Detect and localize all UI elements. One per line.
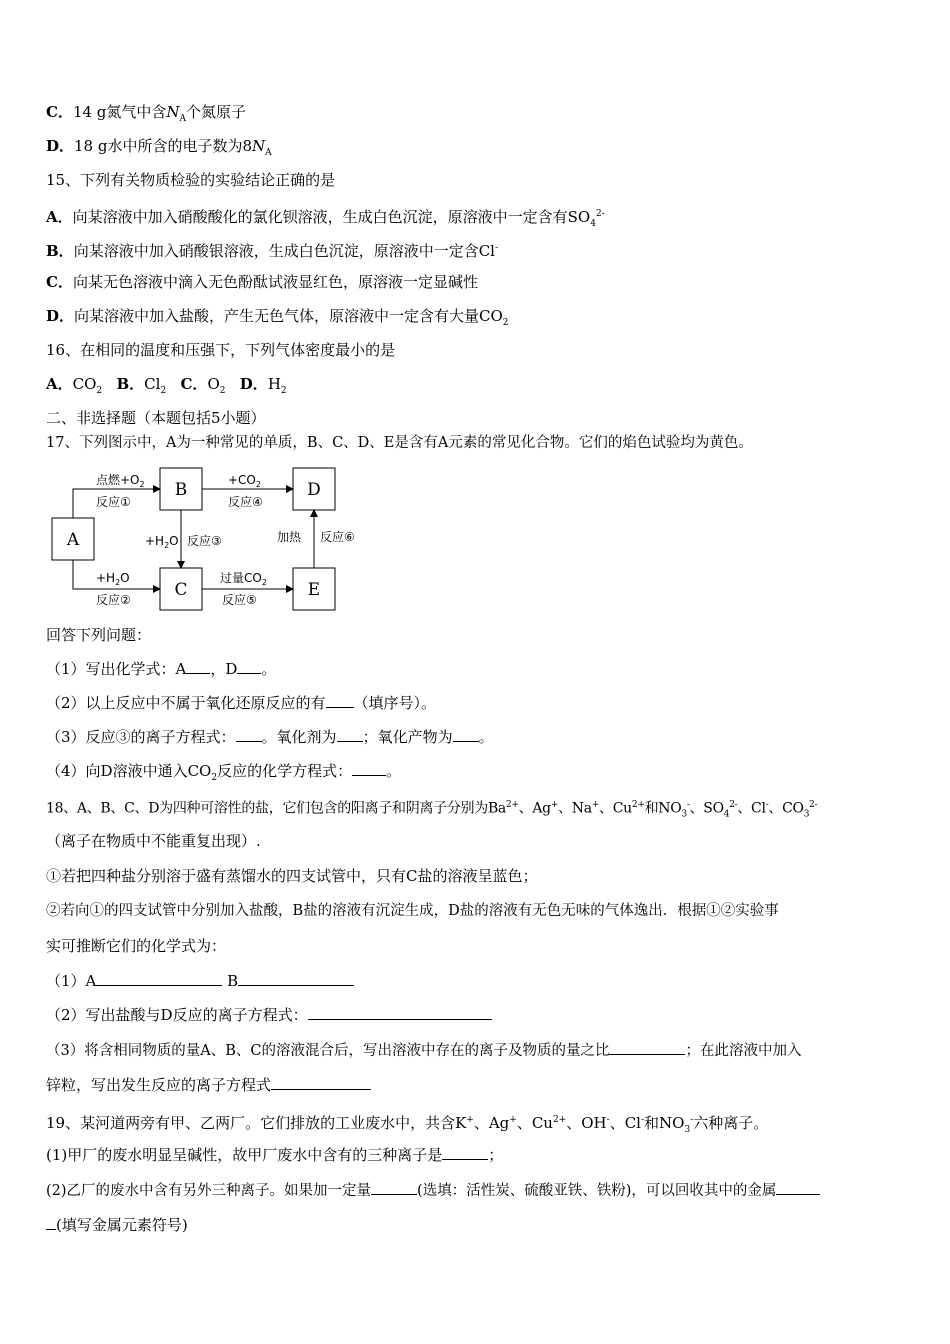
q14-d-text: 18 g水中所含的电子数为8	[74, 137, 253, 155]
q16-a-label: A．	[46, 375, 73, 393]
q19-oh: 、OH	[566, 1114, 607, 1132]
q15-b-sup: -	[494, 243, 499, 253]
q14-d-na-sub: A	[265, 148, 272, 158]
q19-p1-b: ；	[488, 1146, 504, 1164]
q14-option-c	[46, 102, 246, 129]
q18-p1-a: （1）A	[46, 972, 97, 990]
q15-a-sub: 4	[590, 219, 596, 229]
q18-co3-sub: 3	[803, 809, 810, 820]
node-a: A	[66, 530, 80, 550]
q15-c-text: 向某无色溶液中滴入无色酚酞试液显红色，原溶液一定显碱性	[72, 273, 478, 291]
q17-p2-blank[interactable]	[326, 693, 354, 708]
q19-ag: 、Ag	[473, 1114, 510, 1132]
q18-so4-sub: 4	[723, 809, 730, 820]
q19-oh-sup: -	[606, 1115, 610, 1125]
r3-condition: $+H_2O$	[145, 534, 179, 550]
q17-p1-blank-d[interactable]	[237, 659, 261, 674]
q15-b-text: 向某溶液中加入硝酸银溶液，生成白色沉淀，原溶液中一定含Cl	[73, 242, 495, 260]
section-heading: 二、非选择题（本题包括5小题）	[46, 409, 266, 427]
q15-option-c	[46, 272, 478, 292]
q19-p1-blank[interactable]	[442, 1145, 488, 1160]
q17-p1-blank-a[interactable]	[186, 659, 210, 674]
q16-b-label: B．	[116, 375, 145, 393]
q15-d-label: D．	[46, 307, 75, 325]
q17-p3-d: 。	[478, 728, 494, 746]
q14-d-na: N	[252, 137, 266, 155]
q16-c-sub: 2	[219, 386, 226, 396]
q19-p2-blank-2[interactable]	[776, 1180, 820, 1195]
q18-co3: 、CO	[768, 800, 804, 817]
q18-cu-sup: 2+	[631, 800, 645, 810]
q15-c-label: C．	[46, 273, 73, 291]
q18-p2: （2）写出盐酸与D反应的离子方程式：	[46, 1006, 308, 1024]
q18-na-sup: +	[591, 800, 600, 810]
q18-p2-blank[interactable]	[308, 1005, 492, 1020]
q18-so4: 、SO	[689, 800, 724, 817]
q18-p3-a: （3）将含相同物质的量A、B、C的溶液混合后，写出溶液中存在的离子及物质的量之比	[46, 1043, 610, 1059]
q18-p3-blank-1[interactable]	[609, 1040, 685, 1055]
q18-p3-b: ；在此溶液中加入	[685, 1043, 802, 1059]
q18-ba-sup: 2+	[505, 800, 519, 810]
q18-ag: 、Ag	[518, 800, 551, 817]
node-b: B	[174, 480, 188, 500]
r4-condition: $+CO_2$	[228, 473, 261, 489]
r2-condition: $+H_2O$	[96, 571, 130, 587]
q17-p1-b: ，D	[210, 660, 238, 678]
q19-part2	[46, 1180, 820, 1201]
q16-options	[46, 374, 287, 401]
q16-d-sub: 2	[280, 386, 287, 396]
q18-stem-b: （离子在物质中不能重复出现）.	[46, 832, 261, 850]
q14-c-text: 14 g氮气中含	[72, 103, 167, 121]
q18-cl-sup: -	[765, 800, 769, 810]
q19-p1-a: (1)甲厂的废水明显呈碱性，故甲厂废水中含有的三种离子是	[46, 1146, 443, 1164]
q17-p2-a: （2）以上反应中不属于氧化还原反应的有	[46, 694, 326, 712]
q19-cl: 、Cl	[609, 1114, 641, 1132]
q16-stem: 16、在相同的温度和压强下，下列气体密度最小的是	[46, 341, 396, 359]
q18-so4-sup: 2-	[729, 800, 738, 810]
q18-stem-a: 18、A、B、C、D为四种可溶性的盐，它们包含的阳离子和阴离子分别为Ba	[46, 800, 506, 817]
q19-k-sup: +	[466, 1115, 474, 1125]
q18-co3-sup: 2-	[809, 800, 818, 810]
q19-p2-b: (选填：活性炭、硫酸亚铁、铁粉)，可以回收其中的金属	[417, 1183, 777, 1199]
q19-ag-sup: +	[509, 1115, 517, 1125]
q19-tail: 六种离子。	[693, 1114, 769, 1132]
q18-part2	[46, 1005, 492, 1025]
q15-option-b	[46, 238, 498, 261]
q19-no3-sub: 3	[684, 1125, 691, 1135]
q16-a: CO	[72, 375, 97, 393]
q18-condition-2b: 实可推断它们的化学式为：	[46, 937, 227, 955]
q18-part3-cont	[46, 1075, 371, 1095]
q19-stem-a: 19、某河道两旁有甲、乙两厂。它们排放的工业废水中，共含K	[46, 1114, 467, 1132]
q18-na: 、Na	[558, 800, 592, 817]
q18-p1-b: B	[227, 972, 239, 990]
q15-b-label: B．	[46, 242, 74, 260]
q18-p1-blank-b[interactable]	[238, 971, 354, 986]
q16-b-sub: 2	[160, 386, 167, 396]
r6-label: 反应⑥	[320, 530, 355, 544]
q15-a-label: A．	[46, 208, 73, 226]
q17-p1-a: （1）写出化学式：A	[46, 660, 187, 678]
q18-part1	[46, 971, 354, 991]
r5-label: 反应⑤	[222, 593, 257, 607]
q18-cl: 、Cl	[737, 800, 766, 817]
q17-p2-b: （填序号）。	[353, 694, 437, 712]
r1-condition: 点燃$+O_2$	[96, 473, 145, 489]
r5-condition: 过量$CO_2$	[220, 571, 267, 587]
q19-p2-blank-1[interactable]	[371, 1180, 417, 1195]
q18-ag-sup: +	[550, 800, 559, 810]
q15-option-a	[46, 204, 605, 234]
q14-c-tail: 个氮原子	[186, 103, 247, 121]
q18-condition-1: ①若把四种盐分别溶于盛有蒸馏水的四支试管中，只有C盐的溶液呈蓝色；	[46, 867, 538, 885]
q17-p3-b: 。氧化剂为	[261, 728, 337, 746]
q15-option-d	[46, 306, 509, 333]
q18-stem	[46, 795, 817, 824]
q19-cu-sup: 2+	[552, 1115, 567, 1125]
q17-p3-blank-3[interactable]	[453, 727, 479, 742]
q18-p3-c: 锌粒，写出发生反应的离子方程式	[46, 1076, 272, 1094]
r6-condition: 加热	[277, 530, 302, 544]
r1-label: 反应①	[96, 495, 131, 509]
node-d: D	[307, 480, 321, 500]
q17-p4-blank[interactable]	[352, 761, 386, 776]
q19-no3: 和NO	[644, 1114, 685, 1132]
q18-no3: 和NO	[644, 800, 682, 817]
q15-d-text: 向某溶液中加入盐酸，产生无色气体，原溶液中一定含有大量CO	[74, 307, 503, 325]
q17-part4	[46, 761, 401, 788]
q17-p4-b: 反应的化学方程式：	[217, 762, 353, 780]
q17-stem: 17、下列图示中，A为一种常见的单质，B、C、D、E是含有A元素的常见化合物。它们的焰色试验均为黄色。	[46, 435, 753, 451]
q14-option-d	[46, 136, 272, 163]
q17-part2	[46, 693, 436, 713]
q19-p2-a: (2)乙厂的废水中含有另外三种离子。如果加一定量	[46, 1183, 372, 1199]
q18-cu: 、Cu	[599, 800, 632, 817]
q19-p2-blank-3[interactable]	[46, 1215, 56, 1230]
q16-c-label: C．	[180, 375, 208, 393]
q17-part3	[46, 727, 494, 747]
q17-p3-blank-2[interactable]	[337, 727, 363, 742]
q18-p1-blank-a[interactable]	[96, 971, 222, 986]
q19-part2-cont	[46, 1215, 188, 1235]
q19-stem	[46, 1110, 768, 1140]
q18-part3	[46, 1040, 801, 1061]
q14-c-label: C．	[46, 103, 73, 121]
q19-cl-sup: -	[640, 1115, 645, 1125]
q15-d-sub: 2	[502, 318, 509, 328]
q17-p3-blank-1[interactable]	[236, 727, 262, 742]
r2-label: 反应②	[96, 593, 131, 607]
q17-p4-a: （4）向D溶液中通入CO	[46, 762, 212, 780]
q16-c: O	[207, 375, 220, 393]
q16-a-sub: 2	[96, 386, 103, 396]
q19-p2-c: (填写金属元素符号)	[56, 1216, 188, 1234]
q19-part1	[46, 1145, 503, 1165]
q19-cu: 、Cu	[516, 1114, 553, 1132]
q17-answer-intro: 回答下列问题：	[46, 626, 152, 644]
q17-p3-c: ；氧化产物为	[362, 728, 453, 746]
q14-c-na-sub: A	[179, 114, 187, 124]
q17-p4-sub: 2	[211, 773, 218, 783]
r3-label: 反应③	[187, 534, 222, 548]
q17-p4-c: 。	[386, 762, 402, 780]
q19-no3-sup: -	[690, 1115, 694, 1125]
q18-p3-blank-2[interactable]	[271, 1075, 371, 1090]
q15-stem: 15、下列有关物质检验的实验结论正确的是	[46, 171, 336, 189]
q17-p1-c: 。	[261, 660, 277, 678]
q18-condition-2: ②若向①的四支试管中分别加入盐酸，B盐的溶液有沉淀生成，D盐的溶液有无色无味的气体逸出．根据①②实验事	[46, 903, 779, 919]
q16-d-label: D．	[239, 375, 268, 393]
q14-c-na: N	[166, 103, 180, 121]
q18-no3-sub: 3	[681, 809, 687, 820]
q15-a-text: 向某溶液中加入硝酸酸化的氯化钡溶液，生成白色沉淀，原溶液中一定含有SO	[72, 208, 591, 226]
node-c: C	[174, 580, 188, 600]
q16-d: H	[267, 375, 281, 393]
node-e: E	[307, 580, 321, 600]
q17-part1	[46, 659, 276, 679]
q17-p3-a: （3）反应③的离子方程式：	[46, 728, 236, 746]
r4-label: 反应④	[228, 495, 263, 509]
q15-a-sup: 2-	[595, 209, 605, 219]
q14-d-label: D．	[46, 137, 75, 155]
q18-no3-sup: -	[686, 800, 690, 810]
reaction-diagram	[48, 462, 355, 617]
q16-b: Cl	[144, 375, 161, 393]
